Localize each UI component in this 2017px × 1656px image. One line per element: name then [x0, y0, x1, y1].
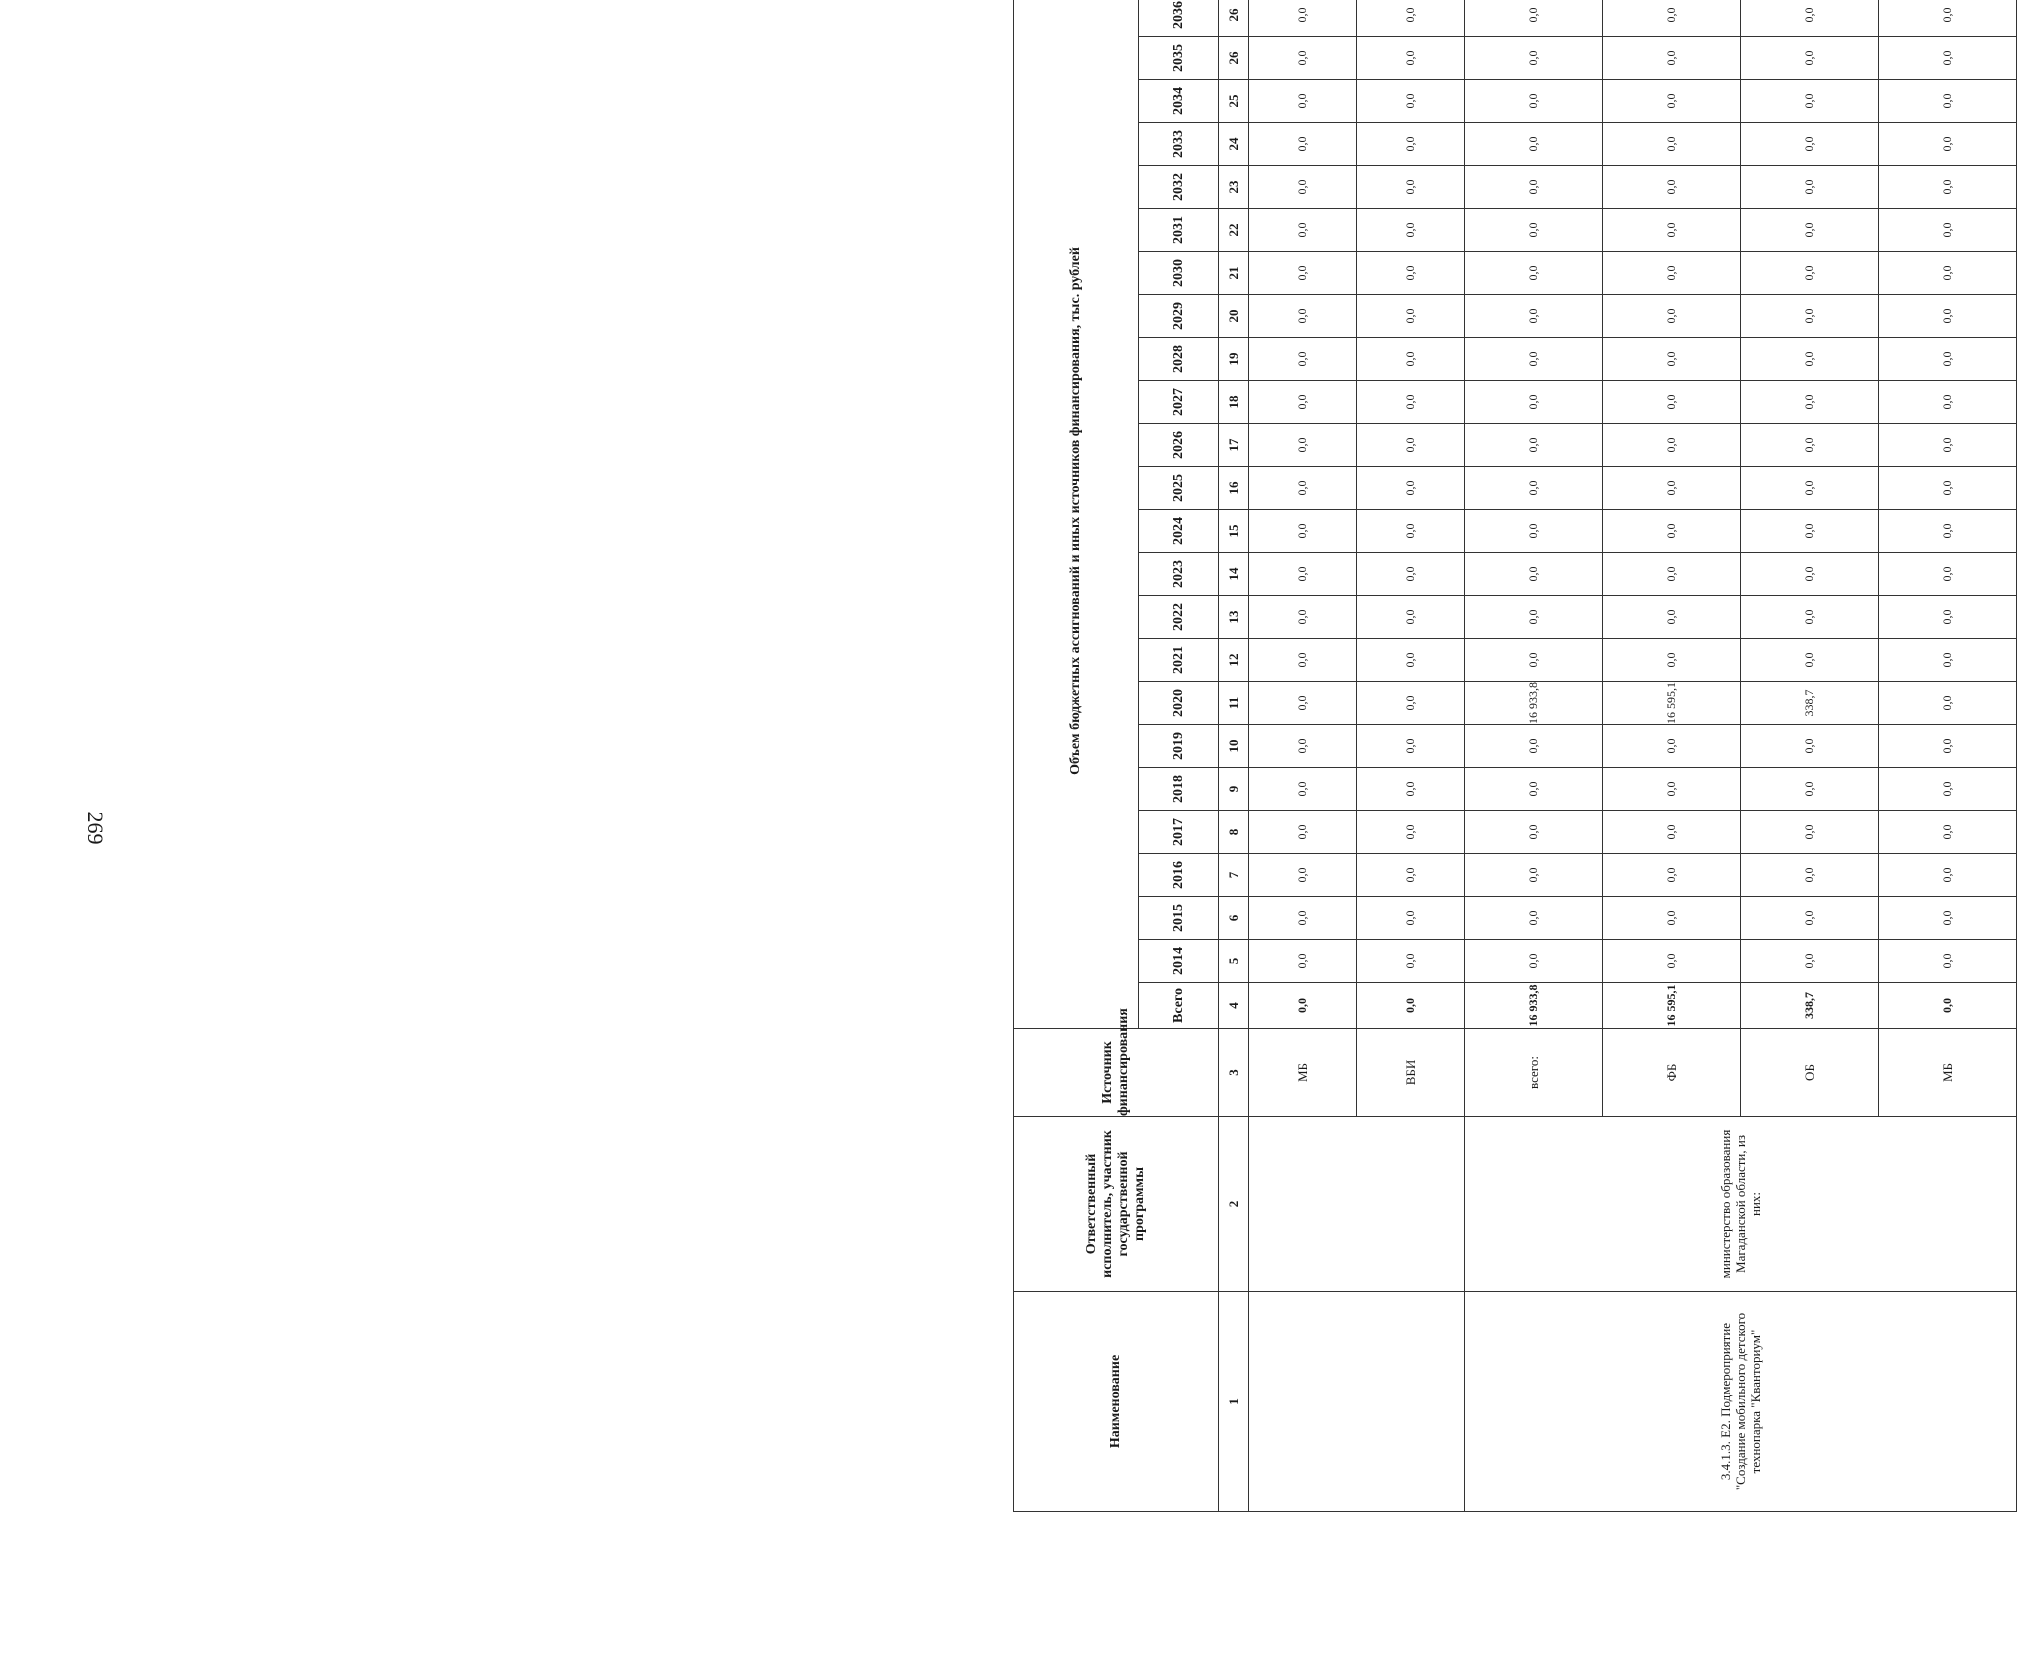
year-amount-cell: 0,0: [1465, 0, 1603, 37]
year-amount-cell: 0,0: [1249, 0, 1357, 37]
year-amount-cell: 0,0: [1465, 338, 1603, 381]
year-amount-cell: 0,0: [1249, 768, 1357, 811]
funding-volume-header: Объем бюджетных ассигнований и иных источников финансирования, тыс. рублей: [1014, 0, 1139, 1029]
year-amount-cell: 0,0: [1603, 123, 1741, 166]
year-amount-cell: 0,0: [1465, 897, 1603, 940]
funding-source-cell: ОБ: [1741, 1029, 1879, 1117]
page-number: 269: [83, 811, 108, 845]
year-column-header: 2015: [1139, 897, 1219, 940]
column-index-cell: 25: [1219, 80, 1249, 123]
year-amount-cell: 0,0: [1249, 424, 1357, 467]
year-amount-cell: 0,0: [1603, 725, 1741, 768]
year-amount-cell: 0,0: [1741, 209, 1879, 252]
column-index-cell: 26: [1219, 0, 1249, 37]
year-amount-cell: 0,0: [1741, 424, 1879, 467]
year-amount-cell: 0,0: [1249, 940, 1357, 983]
year-amount-cell: 0,0: [1879, 596, 2017, 639]
year-amount-cell: 0,0: [1465, 811, 1603, 854]
year-amount-cell: 0,0: [1879, 0, 2017, 37]
column-index-cell: 9: [1219, 768, 1249, 811]
year-amount-cell: 0,0: [1741, 854, 1879, 897]
year-amount-cell: 16 933,8: [1465, 682, 1603, 725]
year-amount-cell: 0,0: [1603, 467, 1741, 510]
year-amount-cell: 0,0: [1357, 381, 1465, 424]
year-amount-cell: 0,0: [1249, 467, 1357, 510]
year-column-header: 2031: [1139, 209, 1219, 252]
year-amount-cell: 0,0: [1741, 123, 1879, 166]
year-amount-cell: 0,0: [1741, 940, 1879, 983]
year-amount-cell: 0,0: [1357, 37, 1465, 80]
column-index-cell: 18: [1219, 381, 1249, 424]
year-amount-cell: 0,0: [1879, 854, 2017, 897]
column-index-cell: 8: [1219, 811, 1249, 854]
year-amount-cell: 0,0: [1249, 295, 1357, 338]
year-amount-cell: 0,0: [1603, 768, 1741, 811]
column-index-cell: 23: [1219, 166, 1249, 209]
year-amount-cell: 0,0: [1603, 510, 1741, 553]
year-amount-cell: 0,0: [1741, 768, 1879, 811]
funding-source-cell: МБ: [1249, 1029, 1357, 1117]
year-column-header: 2035: [1139, 37, 1219, 80]
year-amount-cell: 0,0: [1465, 596, 1603, 639]
year-amount-cell: 0,0: [1465, 80, 1603, 123]
year-amount-cell: 0,0: [1357, 80, 1465, 123]
year-amount-cell: 0,0: [1249, 166, 1357, 209]
year-amount-cell: 0,0: [1357, 209, 1465, 252]
column-index-cell: 26: [1219, 37, 1249, 80]
year-amount-cell: 0,0: [1357, 0, 1465, 37]
year-amount-cell: 0,0: [1357, 596, 1465, 639]
rotated-table-wrapper: [1013, 0, 1955, 1512]
financing-table: [1013, 0, 2017, 1512]
year-amount-cell: 0,0: [1879, 553, 2017, 596]
year-amount-cell: 0,0: [1603, 37, 1741, 80]
total-amount-cell: 16 595,1: [1603, 983, 1741, 1029]
year-column-header: 2019: [1139, 725, 1219, 768]
year-column-header: 2022: [1139, 596, 1219, 639]
year-amount-cell: 0,0: [1465, 553, 1603, 596]
year-amount-cell: 0,0: [1357, 897, 1465, 940]
year-amount-cell: 0,0: [1357, 811, 1465, 854]
year-amount-cell: 0,0: [1879, 252, 2017, 295]
total-amount-cell: 0,0: [1879, 983, 2017, 1029]
name-column-header: Наименование: [1014, 1292, 1219, 1512]
year-column-header: 2026: [1139, 424, 1219, 467]
year-amount-cell: 0,0: [1603, 209, 1741, 252]
year-amount-cell: 0,0: [1879, 768, 2017, 811]
year-amount-cell: 0,0: [1249, 854, 1357, 897]
year-amount-cell: 0,0: [1879, 123, 2017, 166]
column-index-cell: 5: [1219, 940, 1249, 983]
year-column-header: 2027: [1139, 381, 1219, 424]
year-amount-cell: 0,0: [1879, 424, 2017, 467]
year-amount-cell: 0,0: [1603, 596, 1741, 639]
year-amount-cell: 0,0: [1357, 295, 1465, 338]
column-index-cell: 6: [1219, 897, 1249, 940]
column-index-cell: 1: [1219, 1292, 1249, 1512]
year-amount-cell: 0,0: [1603, 897, 1741, 940]
column-index-cell: 20: [1219, 295, 1249, 338]
year-column-header: 2034: [1139, 80, 1219, 123]
total-amount-cell: 0,0: [1249, 983, 1357, 1029]
header-row: [1014, 0, 1139, 1512]
column-index-row: [1219, 0, 1249, 1512]
column-index-cell: 10: [1219, 725, 1249, 768]
measure-name-cell: [1249, 1292, 1465, 1512]
year-amount-cell: 0,0: [1357, 424, 1465, 467]
year-amount-cell: 0,0: [1465, 725, 1603, 768]
year-amount-cell: 0,0: [1465, 424, 1603, 467]
year-amount-cell: 0,0: [1249, 725, 1357, 768]
column-index-cell: 3: [1219, 1029, 1249, 1117]
year-amount-cell: 0,0: [1249, 553, 1357, 596]
year-amount-cell: 0,0: [1357, 252, 1465, 295]
year-amount-cell: 0,0: [1465, 940, 1603, 983]
year-amount-cell: 0,0: [1603, 338, 1741, 381]
year-column-header: 2029: [1139, 295, 1219, 338]
year-column-header: 2014: [1139, 940, 1219, 983]
year-amount-cell: 0,0: [1741, 166, 1879, 209]
year-amount-cell: 0,0: [1357, 940, 1465, 983]
year-amount-cell: 0,0: [1741, 381, 1879, 424]
year-amount-cell: 0,0: [1357, 553, 1465, 596]
year-column-header: 2024: [1139, 510, 1219, 553]
year-amount-cell: 0,0: [1465, 166, 1603, 209]
year-amount-cell: 0,0: [1741, 467, 1879, 510]
year-amount-cell: 0,0: [1603, 854, 1741, 897]
year-amount-cell: 0,0: [1249, 381, 1357, 424]
column-index-cell: 7: [1219, 854, 1249, 897]
year-amount-cell: 0,0: [1465, 381, 1603, 424]
year-amount-cell: 0,0: [1603, 553, 1741, 596]
year-amount-cell: 0,0: [1465, 209, 1603, 252]
year-amount-cell: 0,0: [1465, 123, 1603, 166]
year-amount-cell: 0,0: [1603, 295, 1741, 338]
column-index-cell: 16: [1219, 467, 1249, 510]
year-amount-cell: 0,0: [1879, 811, 2017, 854]
year-amount-cell: 0,0: [1741, 553, 1879, 596]
funding-source-cell: ФБ: [1603, 1029, 1741, 1117]
column-index-cell: 12: [1219, 639, 1249, 682]
year-amount-cell: 0,0: [1603, 0, 1741, 37]
year-amount-cell: 0,0: [1603, 80, 1741, 123]
year-amount-cell: 0,0: [1249, 510, 1357, 553]
column-index-cell: 4: [1219, 983, 1249, 1029]
year-amount-cell: 0,0: [1879, 897, 2017, 940]
year-amount-cell: 0,0: [1603, 424, 1741, 467]
year-amount-cell: 0,0: [1465, 854, 1603, 897]
year-column-header: 2018: [1139, 768, 1219, 811]
total-amount-cell: 0,0: [1357, 983, 1465, 1029]
year-amount-cell: 0,0: [1357, 467, 1465, 510]
year-amount-cell: 0,0: [1357, 123, 1465, 166]
year-column-header: 2020: [1139, 682, 1219, 725]
funding-source-cell: ВБИ: [1357, 1029, 1465, 1117]
year-amount-cell: 0,0: [1465, 295, 1603, 338]
year-amount-cell: 338,7: [1741, 682, 1879, 725]
column-index-cell: 2: [1219, 1117, 1249, 1292]
column-index-cell: 22: [1219, 209, 1249, 252]
year-amount-cell: 0,0: [1879, 682, 2017, 725]
funding-source-cell: всего:: [1465, 1029, 1603, 1117]
measure-name-cell: 3.4.1.3. Е2. Подмероприятие "Создание мобильного детского технопарка "Кванториум": [1465, 1292, 2017, 1512]
table-body: [1249, 0, 2017, 1512]
responsible-executor-cell: министерство образования Магаданской области, из них:: [1465, 1117, 2017, 1292]
year-amount-cell: 0,0: [1249, 897, 1357, 940]
year-amount-cell: 0,0: [1741, 596, 1879, 639]
column-index-cell: 24: [1219, 123, 1249, 166]
year-amount-cell: 0,0: [1357, 166, 1465, 209]
year-column-header: 2028: [1139, 338, 1219, 381]
year-amount-cell: 0,0: [1741, 725, 1879, 768]
year-column-header: 2016: [1139, 854, 1219, 897]
year-amount-cell: 0,0: [1879, 639, 2017, 682]
year-column-header: 2033: [1139, 123, 1219, 166]
year-amount-cell: 0,0: [1357, 854, 1465, 897]
year-column-header: 2021: [1139, 639, 1219, 682]
year-amount-cell: 0,0: [1879, 467, 2017, 510]
year-amount-cell: 0,0: [1603, 166, 1741, 209]
year-amount-cell: 0,0: [1249, 252, 1357, 295]
year-amount-cell: 0,0: [1603, 252, 1741, 295]
year-amount-cell: 0,0: [1249, 639, 1357, 682]
year-amount-cell: 0,0: [1249, 338, 1357, 381]
year-amount-cell: 0,0: [1357, 639, 1465, 682]
year-amount-cell: 0,0: [1465, 467, 1603, 510]
year-amount-cell: 16 595,1: [1603, 682, 1741, 725]
total-column-header: Всего: [1139, 983, 1219, 1029]
column-index-cell: 14: [1219, 553, 1249, 596]
year-amount-cell: 0,0: [1249, 123, 1357, 166]
year-amount-cell: 0,0: [1249, 37, 1357, 80]
column-index-cell: 15: [1219, 510, 1249, 553]
year-column-header: 2025: [1139, 467, 1219, 510]
column-index-cell: 11: [1219, 682, 1249, 725]
year-amount-cell: 0,0: [1249, 209, 1357, 252]
year-amount-cell: 0,0: [1357, 682, 1465, 725]
table-row: [1465, 0, 1603, 1512]
year-amount-cell: 0,0: [1879, 80, 2017, 123]
year-amount-cell: 0,0: [1465, 37, 1603, 80]
year-amount-cell: 0,0: [1741, 338, 1879, 381]
year-amount-cell: 0,0: [1357, 725, 1465, 768]
year-amount-cell: 0,0: [1741, 37, 1879, 80]
year-amount-cell: 0,0: [1741, 295, 1879, 338]
year-amount-cell: 0,0: [1879, 338, 2017, 381]
year-amount-cell: 0,0: [1741, 811, 1879, 854]
year-amount-cell: 0,0: [1741, 80, 1879, 123]
year-amount-cell: 0,0: [1879, 381, 2017, 424]
year-amount-cell: 0,0: [1603, 940, 1741, 983]
source-column-header: Источник финансирования: [1014, 1029, 1219, 1117]
year-amount-cell: 0,0: [1879, 940, 2017, 983]
year-amount-cell: 0,0: [1741, 639, 1879, 682]
year-amount-cell: 0,0: [1465, 639, 1603, 682]
responsible-column-header: Ответственный исполнитель, участник государственной программы: [1014, 1117, 1219, 1292]
year-amount-cell: 0,0: [1603, 811, 1741, 854]
year-amount-cell: 0,0: [1357, 768, 1465, 811]
column-index-cell: 19: [1219, 338, 1249, 381]
column-index-cell: 13: [1219, 596, 1249, 639]
year-amount-cell: 0,0: [1879, 209, 2017, 252]
year-column-header: 2030: [1139, 252, 1219, 295]
funding-source-cell: МБ: [1879, 1029, 2017, 1117]
year-amount-cell: 0,0: [1357, 338, 1465, 381]
year-amount-cell: 0,0: [1879, 295, 2017, 338]
year-column-header: 2032: [1139, 166, 1219, 209]
year-column-header: 2017: [1139, 811, 1219, 854]
year-amount-cell: 0,0: [1603, 381, 1741, 424]
year-amount-cell: 0,0: [1249, 682, 1357, 725]
year-amount-cell: 0,0: [1465, 252, 1603, 295]
year-column-header: 2023: [1139, 553, 1219, 596]
year-amount-cell: 0,0: [1741, 0, 1879, 37]
column-index-cell: 21: [1219, 252, 1249, 295]
year-amount-cell: 0,0: [1741, 252, 1879, 295]
table-row: [1249, 0, 1357, 1512]
year-column-header: 2036: [1139, 0, 1219, 37]
year-amount-cell: 0,0: [1249, 596, 1357, 639]
year-amount-cell: 0,0: [1465, 510, 1603, 553]
year-amount-cell: 0,0: [1879, 37, 2017, 80]
year-amount-cell: 0,0: [1357, 510, 1465, 553]
total-amount-cell: 338,7: [1741, 983, 1879, 1029]
year-amount-cell: 0,0: [1249, 80, 1357, 123]
year-amount-cell: 0,0: [1603, 639, 1741, 682]
year-amount-cell: 0,0: [1249, 811, 1357, 854]
total-amount-cell: 16 933,8: [1465, 983, 1603, 1029]
year-amount-cell: 0,0: [1879, 166, 2017, 209]
year-amount-cell: 0,0: [1879, 725, 2017, 768]
year-amount-cell: 0,0: [1465, 768, 1603, 811]
year-amount-cell: 0,0: [1879, 510, 2017, 553]
column-index-cell: 17: [1219, 424, 1249, 467]
year-amount-cell: 0,0: [1741, 897, 1879, 940]
responsible-executor-cell: [1249, 1117, 1465, 1292]
year-amount-cell: 0,0: [1741, 510, 1879, 553]
